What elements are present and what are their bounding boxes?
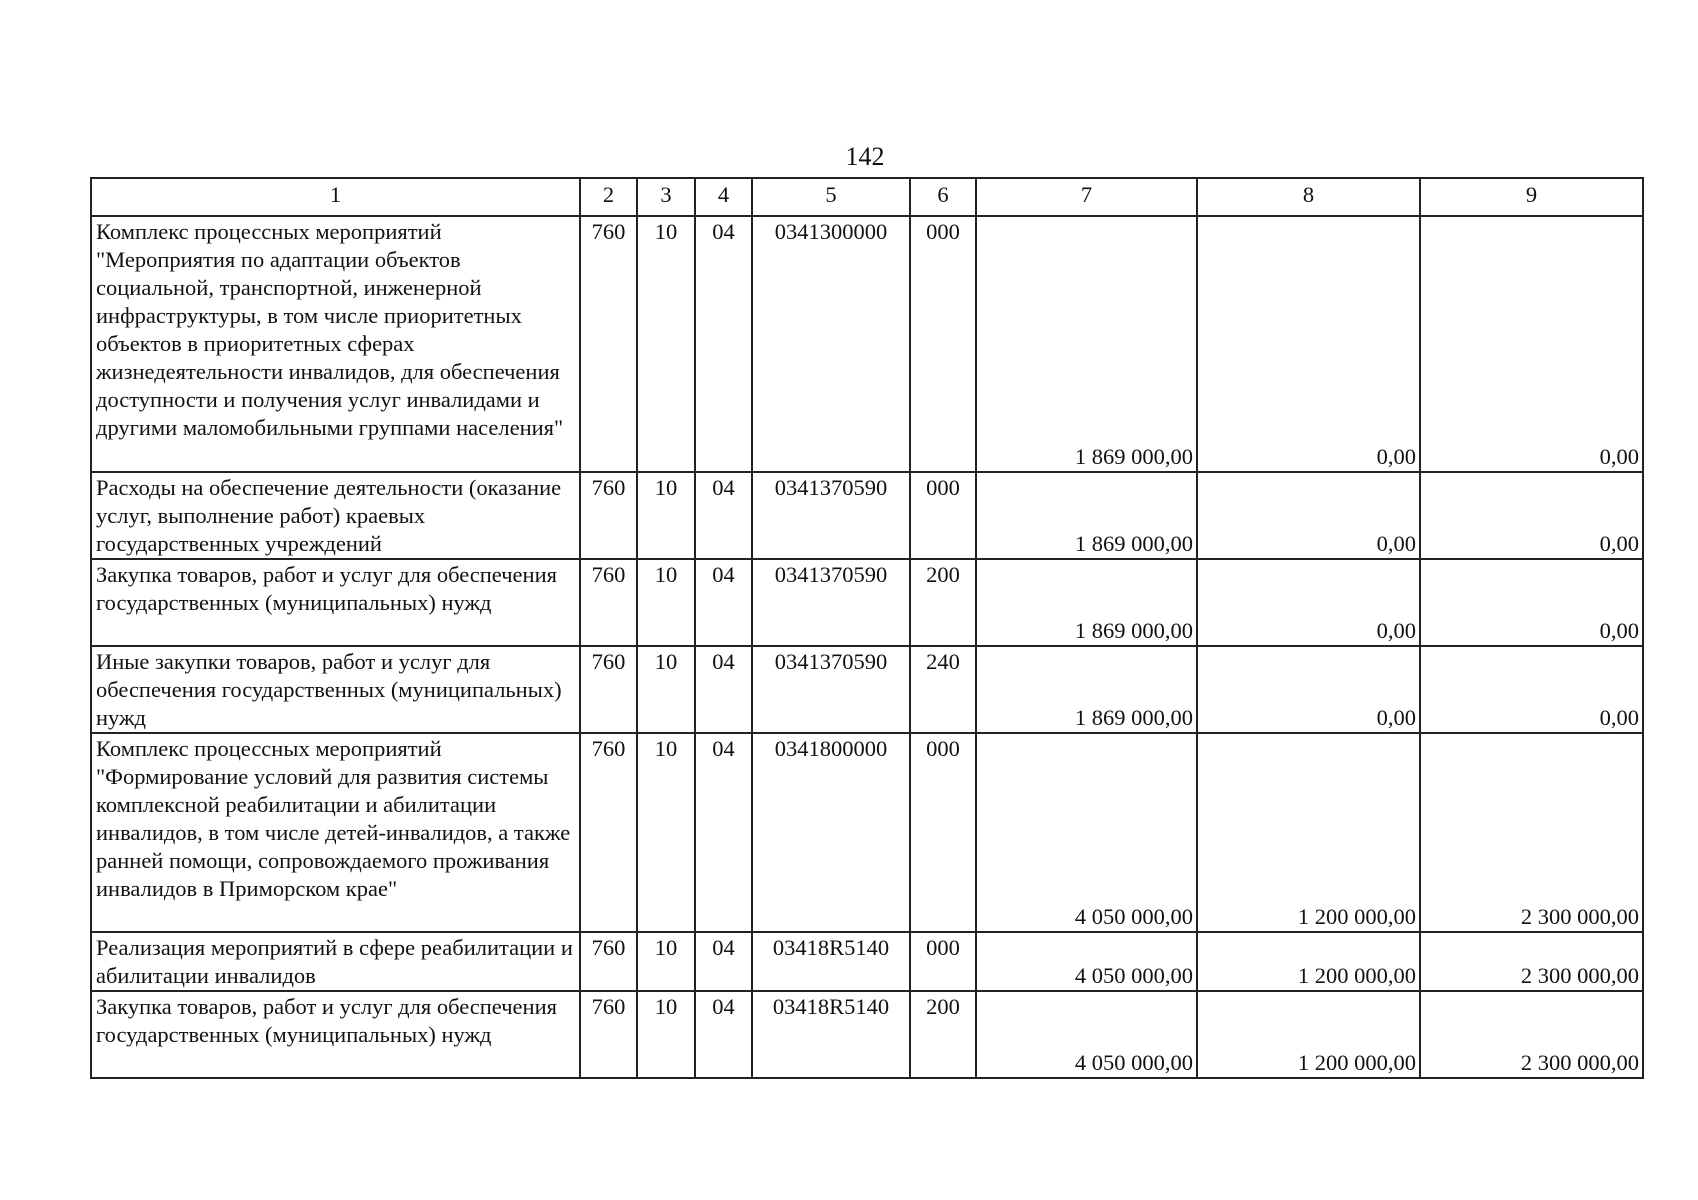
subsection-code: 04 (695, 991, 752, 1078)
page-number: 142 (845, 142, 885, 171)
amount-col-7: 1 869 000,00 (976, 216, 1197, 472)
section-code: 10 (637, 932, 695, 991)
department-code: 760 (580, 646, 637, 733)
section-code: 10 (637, 733, 695, 932)
amount-col-7: 1 869 000,00 (976, 472, 1197, 559)
amount-col-9: 0,00 (1420, 216, 1643, 472)
section-code: 10 (637, 646, 695, 733)
amount-col-8: 0,00 (1197, 216, 1420, 472)
amount-col-9: 2 300 000,00 (1420, 932, 1643, 991)
amount-col-8: 1 200 000,00 (1197, 733, 1420, 932)
amount-col-9: 0,00 (1420, 646, 1643, 733)
department-code: 760 (580, 216, 637, 472)
table-header-row (91, 178, 1643, 216)
amount-col-9: 2 300 000,00 (1420, 733, 1643, 932)
expense-type-code: 000 (910, 932, 976, 991)
target-article-code: 03418R5140 (752, 932, 910, 991)
target-article-code: 0341370590 (752, 646, 910, 733)
amount-col-9: 0,00 (1420, 559, 1643, 646)
column-header: 3 (637, 178, 695, 216)
amount-col-7: 4 050 000,00 (976, 733, 1197, 932)
amount-col-7: 1 869 000,00 (976, 559, 1197, 646)
table-row (91, 216, 1643, 472)
column-header: 2 (580, 178, 637, 216)
department-code: 760 (580, 991, 637, 1078)
table-row (91, 932, 1643, 991)
subsection-code: 04 (695, 559, 752, 646)
target-article-code: 0341300000 (752, 216, 910, 472)
section-code: 10 (637, 559, 695, 646)
amount-col-8: 0,00 (1197, 472, 1420, 559)
column-header: 7 (976, 178, 1197, 216)
column-header: 1 (91, 178, 580, 216)
budget-table (90, 177, 1644, 1079)
amount-col-9: 0,00 (1420, 472, 1643, 559)
subsection-code: 04 (695, 472, 752, 559)
column-header: 5 (752, 178, 910, 216)
subsection-code: 04 (695, 646, 752, 733)
table-row (91, 733, 1643, 932)
column-header: 6 (910, 178, 976, 216)
row-name: Комплекс процессных мероприятий "Формирование условий для развития системы комплексной реабилитации и абилитации инвалидов, в том числе детей-инвалидов, а также ранней помощи, сопровождаемого проживания инвалидов в Приморском крае" (91, 733, 580, 932)
amount-col-7: 1 869 000,00 (976, 646, 1197, 733)
row-name: Реализация мероприятий в сфере реабилитации и абилитации инвалидов (91, 932, 580, 991)
column-header: 9 (1420, 178, 1643, 216)
target-article-code: 0341800000 (752, 733, 910, 932)
column-header: 4 (695, 178, 752, 216)
row-name: Закупка товаров, работ и услуг для обеспечения государственных (муниципальных) нужд (91, 991, 580, 1078)
section-code: 10 (637, 991, 695, 1078)
expense-type-code: 000 (910, 472, 976, 559)
section-code: 10 (637, 216, 695, 472)
amount-col-8: 0,00 (1197, 559, 1420, 646)
target-article-code: 03418R5140 (752, 991, 910, 1078)
row-name: Закупка товаров, работ и услуг для обеспечения государственных (муниципальных) нужд (91, 559, 580, 646)
table-row (91, 472, 1643, 559)
subsection-code: 04 (695, 216, 752, 472)
target-article-code: 0341370590 (752, 559, 910, 646)
department-code: 760 (580, 733, 637, 932)
target-article-code: 0341370590 (752, 472, 910, 559)
expense-type-code: 200 (910, 559, 976, 646)
subsection-code: 04 (695, 932, 752, 991)
amount-col-7: 4 050 000,00 (976, 991, 1197, 1078)
department-code: 760 (580, 472, 637, 559)
amount-col-8: 1 200 000,00 (1197, 991, 1420, 1078)
amount-col-7: 4 050 000,00 (976, 932, 1197, 991)
amount-col-8: 0,00 (1197, 646, 1420, 733)
expense-type-code: 000 (910, 733, 976, 932)
section-code: 10 (637, 472, 695, 559)
row-name: Иные закупки товаров, работ и услуг для обеспечения государственных (муниципальных) нужд (91, 646, 580, 733)
table-row (91, 991, 1643, 1078)
row-name: Комплекс процессных мероприятий "Мероприятия по адаптации объектов социальной, транспортной, инженерной инфраструктуры, в том числе приоритетных объектов в приоритетных сферах жизнедеятельности инвалидов, для обеспечения доступности и получения услуг инвалидами и другими маломобильными группами населения" (91, 216, 580, 472)
table-row (91, 559, 1643, 646)
amount-col-8: 1 200 000,00 (1197, 932, 1420, 991)
table-row (91, 646, 1643, 733)
expense-type-code: 000 (910, 216, 976, 472)
expense-type-code: 240 (910, 646, 976, 733)
amount-col-9: 2 300 000,00 (1420, 991, 1643, 1078)
department-code: 760 (580, 559, 637, 646)
department-code: 760 (580, 932, 637, 991)
column-header: 8 (1197, 178, 1420, 216)
row-name: Расходы на обеспечение деятельности (оказание услуг, выполнение работ) краевых государственных учреждений (91, 472, 580, 559)
expense-type-code: 200 (910, 991, 976, 1078)
subsection-code: 04 (695, 733, 752, 932)
